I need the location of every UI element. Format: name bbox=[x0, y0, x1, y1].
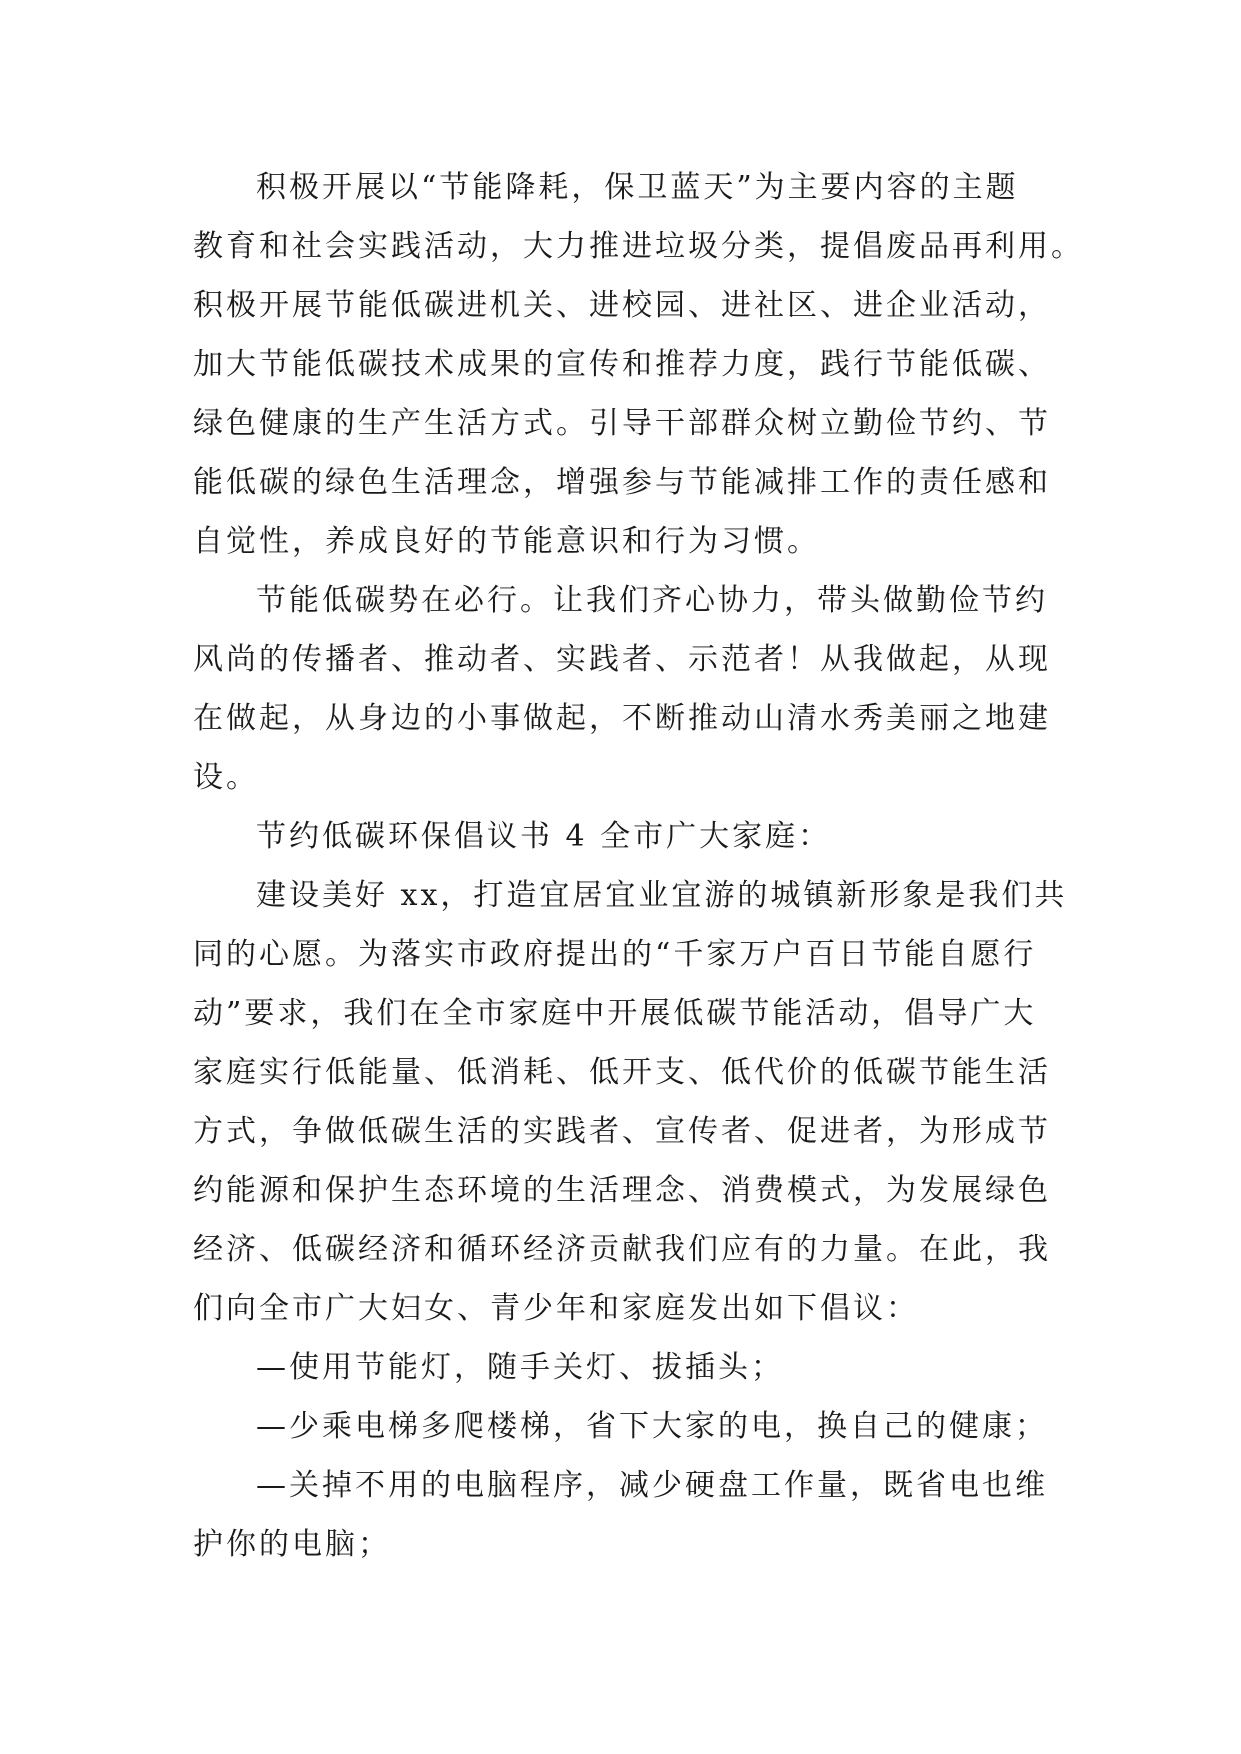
document-body bbox=[193, 158, 1084, 1574]
text-line: 积极开展节能低碳进机关、进校园、进社区、进企业活动， bbox=[193, 288, 1051, 323]
text-line: 在做起，从身边的小事做起，不断推动山清水秀美丽之地建 bbox=[193, 701, 1051, 736]
text-line: —使用节能灯，随手关灯、拔插头； bbox=[256, 1350, 784, 1385]
text-line: —关掉不用的电脑程序，减少硬盘工作量，既省电也维 bbox=[256, 1468, 1048, 1503]
text-line: 积极开展以“节能降耗，保卫蓝天”为主要内容的主题 bbox=[256, 170, 1019, 205]
text-line: 绿色健康的生产生活方式。引导干部群众树立勤俭节约、节 bbox=[193, 406, 1051, 441]
text-line: 家庭实行低能量、低消耗、低开支、低代价的低碳节能生活 bbox=[193, 1055, 1051, 1090]
text-line: 加大节能低碳技术成果的宣传和推荐力度，践行节能低碳、 bbox=[193, 347, 1051, 382]
text-line: 们向全市广大妇女、青少年和家庭发出如下倡议： bbox=[193, 1291, 919, 1326]
text-line: 节能低碳势在必行。让我们齐心协力，带头做勤俭节约 bbox=[256, 583, 1048, 618]
text-line: 方式，争做低碳生活的实践者、宣传者、促进者，为形成节 bbox=[193, 1114, 1051, 1149]
text-line: 节约低碳环保倡议书 4 全市广大家庭： bbox=[256, 819, 832, 854]
text-line: 能低碳的绿色生活理念，增强参与节能减排工作的责任感和 bbox=[193, 465, 1051, 500]
text-line: 风尚的传播者、推动者、实践者、示范者！从我做起，从现 bbox=[193, 642, 1051, 677]
text-line: 自觉性，养成良好的节能意识和行为习惯。 bbox=[193, 524, 820, 559]
text-line: 护你的电脑； bbox=[193, 1527, 391, 1562]
text-line: —少乘电梯多爬楼梯，省下大家的电，换自己的健康； bbox=[256, 1409, 1048, 1444]
text-line: 同的心愿。为落实市政府提出的“千家万户百日节能自愿行 bbox=[193, 937, 1037, 972]
text-line: 动”要求，我们在全市家庭中开展低碳节能活动，倡导广大 bbox=[193, 996, 1037, 1031]
text-line: 教育和社会实践活动，大力推进垃圾分类，提倡废品再利用。 bbox=[193, 229, 1084, 264]
text-line: 建设美好 xx，打造宜居宜业宜游的城镇新形象是我们共 bbox=[256, 878, 1068, 913]
text-line: 设。 bbox=[193, 760, 259, 795]
text-line: 经济、低碳经济和循环经济贡献我们应有的力量。在此，我 bbox=[193, 1232, 1051, 1267]
text-line: 约能源和保护生态环境的生活理念、消费模式，为发展绿色 bbox=[193, 1173, 1051, 1208]
